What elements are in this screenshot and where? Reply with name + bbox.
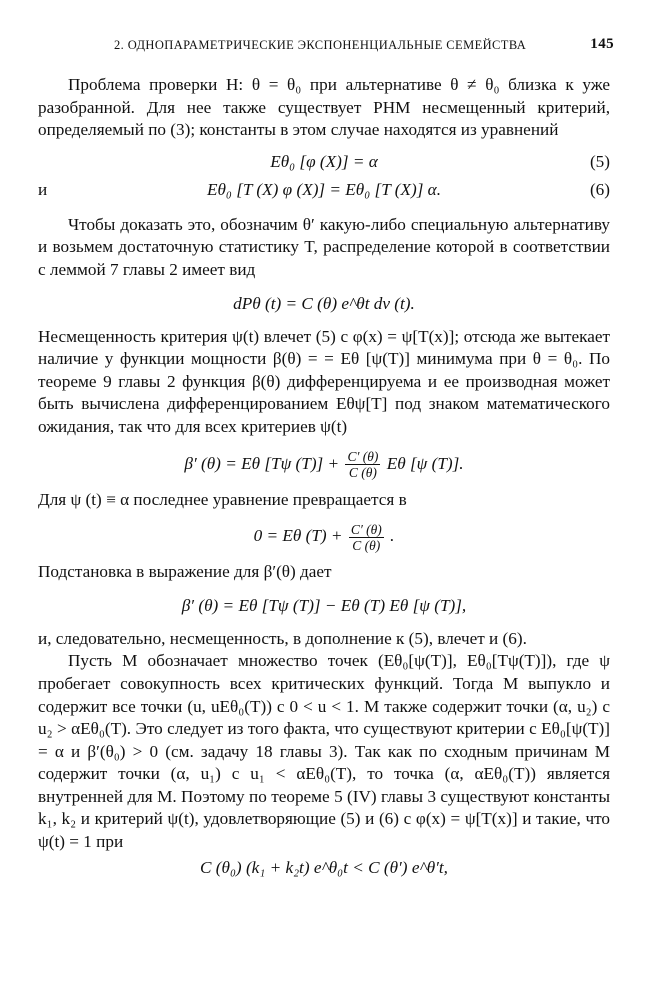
equation-zero bbox=[38, 511, 610, 561]
equation-5-number: (5) bbox=[589, 151, 610, 171]
fraction-numerator: C′ (θ) bbox=[350, 521, 382, 537]
paragraph-substitution: Подстановка в выражение для β′(θ) дает bbox=[38, 562, 332, 582]
paragraph-intro: Проблема проверки H: θ = θ₀ при альтернативе θ ≠ θ₀ близка к уже разобранной. Для нее также существует РНМ несмещенный критерий, определяемый по (3); константы в этом случае находятся из уравнений bbox=[38, 75, 610, 140]
page-header bbox=[114, 36, 614, 56]
equation-6-number: (6) bbox=[589, 179, 610, 199]
running-title: 2. ОДНОПАРАМЕТРИЧЕСКИЕ ЭКСПОНЕНЦИАЛЬНЫЕ СЕМЕЙСТВА bbox=[114, 38, 527, 52]
page-number: 145 bbox=[590, 36, 614, 52]
paragraph-set-m: Пусть M обозначает множество точек (Eθ₀[ψ(T)], Eθ₀[Tψ(T)]), где ψ пробегает совокупность всех критических функций. Тогда M выпукло и содержит все точки (u, uEθ₀(T)) с 0 < u < 1. M также содержит точки (α, u₂) с u₂ > αEθ₀(T). Это следует из того факта, что существуют критерии с Eθ₀[ψ(T)] = α и β′(θ₀) > 0 (см. задачу 18 главы 3). Так как по сходным причинам M содержит точки (α, u₁) с u₁ < αEθ₀(T), то точка (α, αEθ₀(T)) является внутренней для M. Поэтому по теореме 5 (IV) главы 3 существуют константы k₁, k₂ и критерий ψ(t), удовлетворяющие (5) и (6) с φ(x) = ψ[T(x)] и такие, что ψ(t) = 1 при bbox=[38, 651, 610, 852]
equation-5-text: Eθ₀ [φ (X)] = α bbox=[270, 151, 378, 171]
equation-5 bbox=[38, 148, 610, 176]
equation-density-text: dPθ (t) = C (θ) e^θt dν (t). bbox=[233, 293, 415, 313]
equation-derivative-right: Eθ [ψ (T)]. bbox=[386, 453, 464, 473]
equation-derivative-left: β′ (θ) = Eθ [Tψ (T)] + bbox=[184, 453, 340, 473]
page-body bbox=[38, 74, 610, 882]
paragraph-proof: Чтобы доказать это, обозначим θ′ какую-либо специальную альтернативу и возьмем достаточную статистику T, распределение которой в соответствии с леммой 7 главы 2 имеет вид bbox=[38, 214, 610, 279]
equation-derivative bbox=[38, 439, 610, 489]
fraction-denominator: C (θ) bbox=[352, 537, 381, 553]
equation-density bbox=[38, 290, 610, 318]
fraction-numerator: C′ (θ) bbox=[347, 449, 379, 465]
fraction-denominator: C (θ) bbox=[348, 465, 377, 481]
fraction-c-prime bbox=[345, 449, 380, 480]
equation-zero-left: 0 = Eθ (T) + bbox=[253, 526, 343, 546]
equation-zero-right: . bbox=[390, 526, 395, 546]
fraction-c-prime bbox=[349, 522, 384, 553]
paragraph-unbiasedness: Несмещенность критерия ψ(t) влечет (5) с φ(x) = ψ[T(x)]; отсюда же вытекает наличие у функции мощности β(θ) = = Eθ [ψ(T)] минимума при θ = θ₀. По теореме 9 главы 2 функция β(θ) дифференцируема и ее производная может быть вычислена дифференцированием Eθψ[T] под знаком математического ожидания, так что для всех критериев ψ(t) bbox=[38, 326, 610, 436]
equation-beta bbox=[38, 592, 610, 620]
paragraph-constant-psi: Для ψ (t) ≡ α последнее уравнение превращается в bbox=[38, 489, 407, 509]
equation-last bbox=[38, 854, 610, 882]
equation-beta-text: β′ (θ) = Eθ [Tψ (T)] − Eθ (T) Eθ [ψ (T)], bbox=[181, 595, 467, 615]
conjunction-and: и bbox=[38, 179, 48, 199]
equation-last-text: C (θ₀) (k₁ + k₂t) e^θ₀t < C (θ′) e^θ′t, bbox=[200, 857, 448, 877]
equation-6-text: Eθ₀ [T (X) φ (X)] = Eθ₀ [T (X)] α. bbox=[206, 179, 442, 199]
equation-6 bbox=[38, 176, 610, 204]
paragraph-consequence: и, следовательно, несмещенность, в дополнение к (5), влечет и (6). bbox=[38, 628, 527, 648]
